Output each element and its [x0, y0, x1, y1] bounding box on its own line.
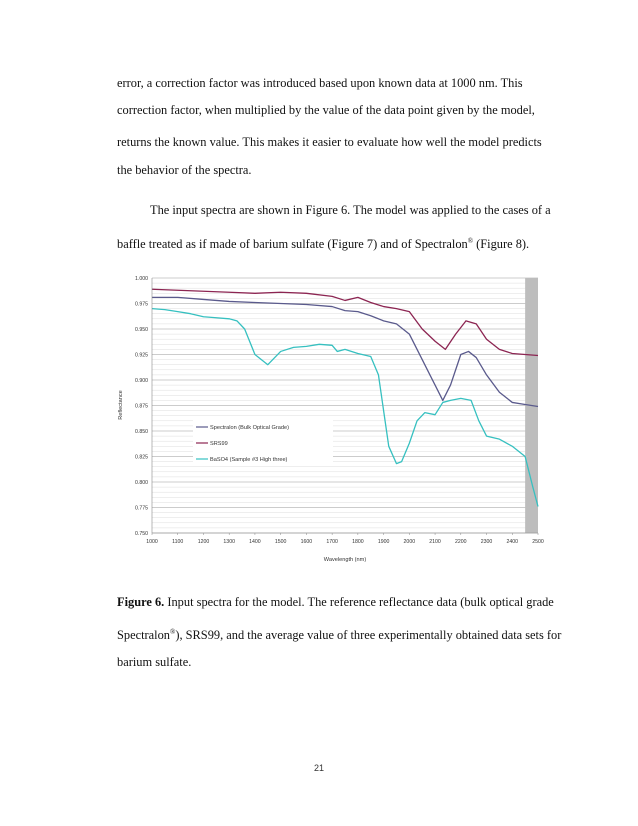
y-tick-label: 0.850: [135, 428, 148, 435]
x-tick-label: 1500: [274, 539, 287, 545]
legend-label-srs99: SRS99: [210, 441, 228, 447]
x-tick-label: 2500: [532, 539, 544, 545]
y-tick-label: 0.825: [135, 454, 148, 461]
caption-text: Spectralon: [117, 628, 170, 643]
x-tick-label: 2300: [480, 539, 493, 545]
y-tick-label: 0.775: [135, 505, 148, 512]
y-tick-label: 0.975: [135, 301, 148, 308]
x-tick-label: 1800: [352, 539, 364, 545]
body-line: The input spectra are shown in Figure 6. The model was applied to the cases of a: [150, 203, 551, 217]
caption-text: Input spectra for the model. The reference reflectance data (bulk optical grade: [164, 595, 554, 609]
x-tick-label: 1600: [300, 539, 313, 545]
body-text: (Figure 8).: [473, 237, 530, 252]
y-tick-label: 0.925: [135, 352, 148, 359]
registered-mark: ®: [467, 237, 474, 245]
x-tick-label: 1900: [377, 539, 390, 545]
figure-caption-line: [117, 626, 562, 643]
y-tick-label: 0.800: [135, 479, 148, 486]
figure-caption-line: barium sulfate.: [117, 655, 192, 669]
body-text: baffle treated as if made of barium sulfate (Figure 7) and of Spectralon: [117, 237, 468, 252]
y-tick-label: 0.900: [135, 377, 148, 384]
x-tick-label: 1400: [249, 539, 261, 545]
page-number: 21: [313, 763, 324, 773]
y-axis-title: Reflectance: [118, 390, 124, 420]
legend-label-baso4: BaSO4 (Sample #3 High three): [210, 457, 288, 463]
body-line: [117, 235, 557, 250]
y-tick-labels: [135, 276, 148, 537]
body-line: returns the known value. This makes it easier to evaluate how well the model predicts: [117, 135, 542, 149]
x-tick-label: 2000: [403, 539, 416, 545]
figure-label: Figure 6.: [117, 595, 165, 609]
x-tick-label: 2400: [506, 539, 519, 545]
x-tick-label: 1300: [223, 539, 235, 545]
registered-mark: ®: [170, 628, 176, 636]
legend-label-spectralon: Spectralon (Bulk Optical Grade): [210, 425, 289, 431]
body-line: correction factor, when multiplied by the value of the data point given by the model,: [117, 103, 535, 117]
caption-text: ), SRS99, and the average value of three experimentally obtained data sets for: [175, 628, 562, 643]
x-tick-labels: [146, 533, 544, 545]
y-tick-label: 0.875: [135, 403, 148, 410]
reflectance-chart: [108, 270, 548, 570]
y-tick-label: 0.750: [135, 530, 148, 537]
x-tick-label: 1200: [197, 539, 210, 545]
y-tick-label: 1.000: [135, 275, 148, 282]
body-line: error, a correction factor was introduced based upon known data at 1000 nm. This: [117, 76, 523, 90]
x-tick-label: 2100: [429, 539, 441, 545]
x-tick-label: 1000: [146, 539, 158, 545]
x-tick-label: 1700: [326, 539, 338, 545]
x-tick-label: 2200: [455, 539, 467, 545]
figure-caption-line: [117, 596, 557, 608]
x-axis-title: Wavelength (nm): [323, 557, 367, 563]
y-tick-label: 0.950: [135, 326, 148, 333]
body-line: the behavior of the spectra.: [117, 163, 252, 177]
legend: [193, 420, 333, 466]
x-tick-label: 1100: [172, 539, 184, 545]
